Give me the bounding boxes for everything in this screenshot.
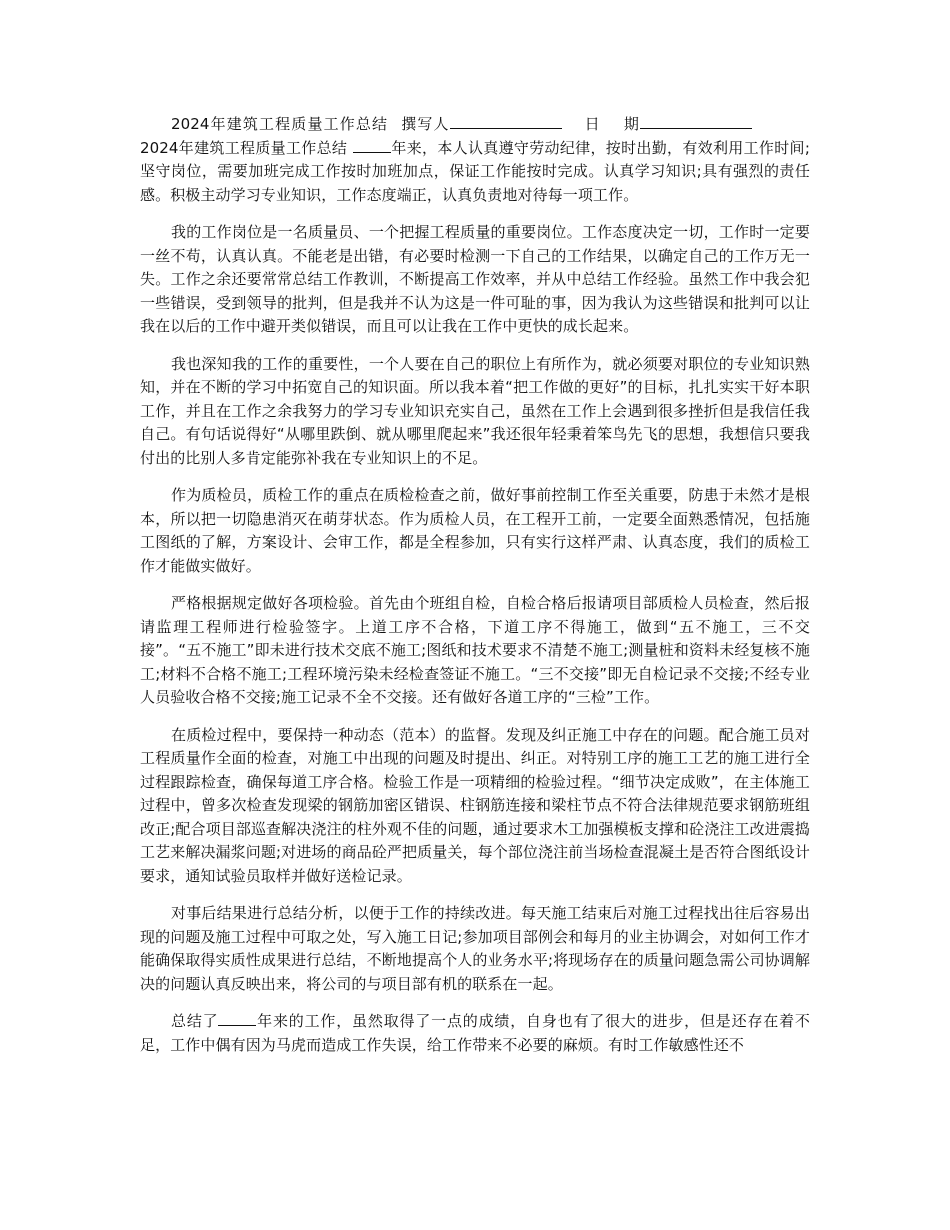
body-paragraph-1: 我的工作岗位是一名质量员、一个把握工程质量的重要岗位。工作态度决定一切，工作时一定要一丝不苟，认真认真。不能老是出错，有必要时检测一下自己的工作结果，以确定自己的工作万无一失。工作之余还要常常总结工作教训，不断提高工作效率，并从中总结工作经验。虽然工作中我会犯一些错误，受到领导的批判，但是我并不认为这是一件可耻的事，因为我认为这些错误和批判可以让我在以后的工作中避开类似错误，而且可以让我在工作中更快的成长起来。 [140, 223, 810, 335]
closing-year-blank [218, 1011, 256, 1026]
body-paragraph-4: 严格根据规定做好各项检验。首先由个班组自检，自检合格后报请项目部质检人员检查，然后报请监理工程师进行检验签字。上道工序不合格，下道工序不得施工，做到“五不施工，三不交接”。“五不施工”即未进行技术交底不施工;图纸和技术要求不清楚不施工;测量桩和资料未经复核不施工;材料不合格不施工;工程环境污染未经检查签证不施工。“三不交接”即无自检记录不交接;不经专业人员验收合格不交接;施工记录不全不交接。还有做好各道工序的“三检”工作。 [140, 594, 810, 706]
intro-text: 年来，本人认真遵守劳动纪律，按时出勤，有效利用工作时间;坚守岗位，需要加班完成工作按时加班加点，保证工作能按时完成。认真学习知识;具有强烈的责任感。积极主动学习专业知识，工作态度端正，认真负责地对待每一项工作。 [140, 138, 810, 204]
body-paragraph-3: 作为质检员，质检工作的重点在质检检查之前，做好事前控制工作至关重要，防患于未然才是根本，所以把一切隐患消灭在萌芽状态。作为质检人员，在工程开工前，一定要全面熟悉情况，包括施工图纸的了解，方案设计、会审工作，都是全程参加，只有实行这样严肃、认真态度，我们的质检工作才能做实做好。 [140, 486, 810, 575]
year-blank [353, 138, 391, 153]
document-page [140, 113, 810, 1071]
body-paragraph-6: 对事后结果进行总结分析，以便于工作的持续改进。每天施工结束后对施工过程找出往后容易出现的问题及施工过程中可取之处，写入施工日记;参加项目部例会和每月的业主协调会，对如何工作才能确保取得实质性成果进行总结，不断地提高个人的业务水平;将现场存在的质量问题急需公司协调解决的问题认真反映出来，将公司的与项目部有机的联系在一起。 [140, 904, 810, 993]
date-label-1: 日 [583, 115, 601, 133]
author-blank [450, 114, 562, 129]
closing-lead: 总结了 [171, 1012, 219, 1030]
intro-paragraph [140, 113, 810, 207]
author-label: 撰写人 [400, 115, 450, 133]
body-paragraph-5: 在质检过程中，要保持一种动态（范本）的监督。发现及纠正施工中存在的问题。配合施工员对工程质量作全面的检查，对施工中出现的问题及时提出、纠正。对特别工序的施工工艺的施工进行全过程跟踪检查，确保每道工序合格。检验工作是一项精细的检验过程。“细节决定成败”，在主体施工过程中，曾多次检查发现梁的钢筋加密区错误、柱钢筋连接和梁柱节点不符合法律规范要求钢筋班组改正;配合项目部巡查解决浇注的柱外观不佳的问题，通过要求木工加强模板支撑和砼浇注工改进震捣工艺来解决漏浆问题;对进场的商品砼严把质量关，每个部位浇注前当场检查混凝土是否符合图纸设计要求，通知试验员取样并做好送检记录。 [140, 725, 810, 885]
header-year: 2024 [140, 138, 179, 157]
body-paragraph-2: 我也深知我的工作的重要性，一个人要在自己的职位上有所作为，就必须要对职位的专业知识熟知，并在不断的学习中拓宽自己的知识面。所以我本着“把工作做的更好”的目标，扎扎实实干好本职工作，并且在工作之余我努力的学习专业知识充实自己，虽然在工作上会遇到很多挫折但是我信任我自己。有句话说得好“从哪里跌倒、就从哪里爬起来”我还很年轻秉着笨鸟先飞的思想，我想信只要我付出的比别人多肯定能弥补我在专业知识上的不足。 [140, 354, 810, 467]
date-blank [640, 114, 752, 129]
closing-paragraph [140, 1010, 810, 1057]
date-label-2: 期 [622, 115, 640, 133]
document-title: 2024年建筑工程质量工作总结 [171, 115, 389, 133]
title-repeat: 年建筑工程质量工作总结 [178, 138, 348, 157]
closing-text: 年来的工作，虽然取得了一点的成绩，自身也有了很大的进步，但是还存在着不足，工作中偶有因为马虎而造成工作失误，给工作带来不必要的麻烦。有时工作敏感性还不 [140, 1012, 810, 1054]
